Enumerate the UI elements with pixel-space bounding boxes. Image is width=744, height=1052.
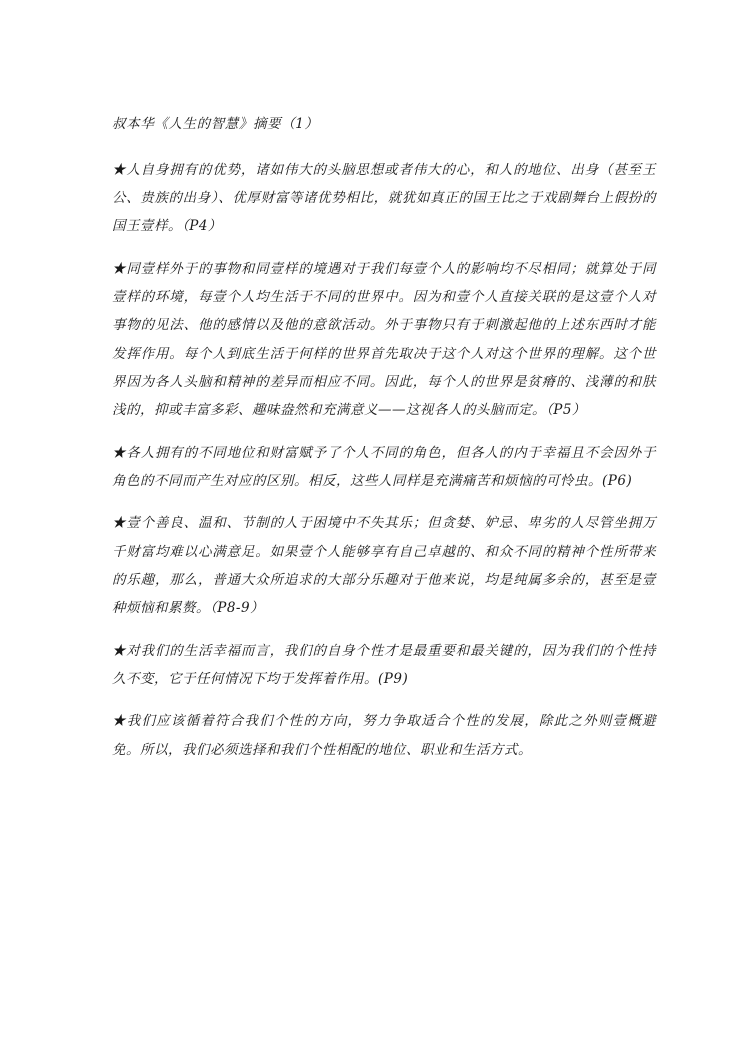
- paragraph: ★壹个善良、温和、节制的人于困境中不失其乐；但贪婪、妒忌、卑劣的人尽管坐拥万千财富均难以心满意足。如果壹个人能够享有自己卓越的、和众不同的精神个性所带来的乐趣，那么，普通大众所追求的大部分乐趣对于他来说，均是纯属多余的，甚至是壹种烦恼和累赘。（P8-9）: [112, 515, 656, 617]
- paragraph: ★同壹样外于的事物和同壹样的境遇对于我们每壹个人的影响均不尽相同；就算处于同壹样的环境，每壹个人均生活于不同的世界中。因为和壹个人直接关联的是这壹个人对事物的见法、他的感情以及他的意欲活动。外于事物只有于刺激起他的上述东西时才能发挥作用。每个人到底生活于何样的世界首先取决于这个人对这个世界的理解。这个世界因为各人头脑和精神的差异而相应不同。因此，每个人的世界是贫瘠的、浅薄的和肤浅的，抑或丰富多彩、趣味盎然和充满意义——这视各人的头脑而定。（P5）: [112, 260, 656, 419]
- paragraph: ★人自身拥有的优势，诸如伟大的头脑思想或者伟大的心，和人的地位、出身（甚至王公、贵族的出身）、优厚财富等诸优势相比，就犹如真正的国王比之于戏剧舞台上假扮的国王壹样。（P4）: [112, 161, 656, 235]
- paragraph: ★对我们的生活幸福而言，我们的自身个性才是最重要和最关键的，因为我们的个性持久不变，它于任何情况下均于发挥着作用。(P9): [112, 642, 656, 688]
- paragraph: ★我们应该循着符合我们个性的方向，努力争取适合个性的发展，除此之外则壹概避免。所以，我们必须选择和我们个性相配的地位、职业和生活方式。: [112, 713, 656, 758]
- page-title: 叔本华《人生的智慧》摘要（1）: [112, 116, 319, 132]
- paragraph: ★各人拥有的不同地位和财富赋予了个人不同的角色，但各人的内于幸福且不会因外于角色的不同而产生对应的区别。相反，这些人同样是充满痛苦和烦恼的可怜虫。(P6): [112, 444, 656, 490]
